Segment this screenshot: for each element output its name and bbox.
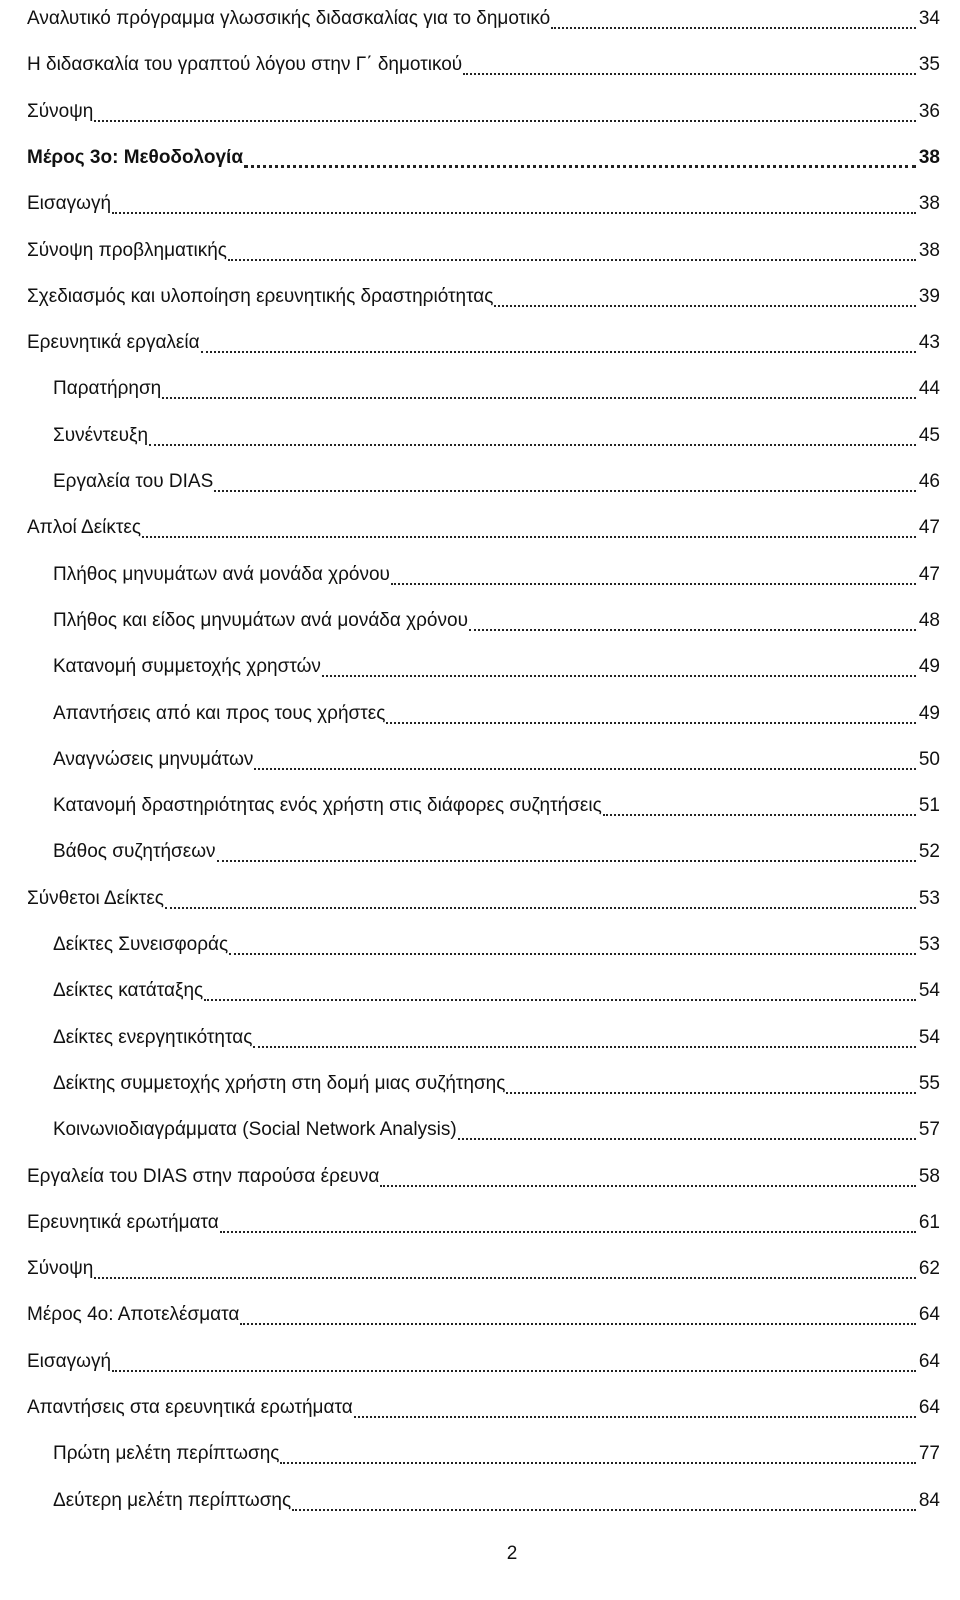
toc-dot-leader — [214, 490, 916, 492]
toc-entry-title: Πλήθος μηνυμάτων ανά μονάδα χρόνου — [53, 563, 390, 585]
toc-entry-page: 84 — [918, 1489, 940, 1511]
toc-entry-page: 64 — [918, 1304, 940, 1326]
toc-entry-page: 44 — [918, 378, 940, 400]
toc-dot-leader — [229, 953, 916, 955]
toc-entry[interactable] — [0, 463, 960, 503]
toc-entry[interactable] — [0, 370, 960, 410]
toc-entry-page: 58 — [918, 1165, 940, 1187]
toc-entry[interactable] — [0, 1296, 960, 1336]
toc-entry[interactable] — [0, 1389, 960, 1429]
toc-dot-leader — [217, 860, 916, 862]
toc-dot-leader — [149, 444, 916, 446]
toc-entry-title: Εισαγωγή — [27, 193, 112, 215]
toc-entry[interactable] — [0, 417, 960, 457]
toc-entry-page: 45 — [918, 424, 940, 446]
toc-entry-title: Μέρος 4ο: Αποτελέσματα — [27, 1304, 240, 1326]
toc-entry-page: 47 — [918, 517, 940, 539]
toc-entry-title: Πρώτη μελέτη περίπτωσης — [53, 1443, 280, 1465]
toc-entry-page: 52 — [918, 841, 940, 863]
toc-dot-leader — [220, 1231, 916, 1233]
toc-entry-page: 48 — [918, 609, 940, 631]
toc-dot-leader — [380, 1185, 916, 1187]
toc-entry-page: 54 — [918, 1026, 940, 1048]
toc-entry[interactable] — [0, 1111, 960, 1151]
toc-entry[interactable] — [0, 1019, 960, 1059]
toc-entry-page: 64 — [918, 1350, 940, 1372]
toc-entry[interactable] — [0, 1204, 960, 1244]
toc-entry-page: 50 — [918, 748, 940, 770]
toc-entry[interactable] — [0, 0, 960, 40]
toc-entry[interactable] — [0, 1482, 960, 1522]
toc-entry-title: Απαντήσεις στα ερευνητικά ερωτήματα — [27, 1397, 353, 1418]
toc-dot-leader — [240, 1323, 916, 1325]
toc-entry[interactable] — [0, 185, 960, 225]
toc-entry-title: Απαντήσεις από και προς τους χρήστες — [53, 702, 386, 724]
toc-entry-title: Εργαλεία του DIAS στην παρούσα έρευνα — [27, 1165, 380, 1187]
toc-dot-leader — [322, 675, 916, 677]
toc-entry-title: Δεύτερη μελέτη περίπτωσης — [53, 1489, 292, 1511]
toc-entry[interactable] — [0, 93, 960, 133]
toc-entry-title: Δείκτες Συνεισφοράς — [53, 934, 229, 955]
toc-entry-page: 34 — [918, 8, 940, 29]
toc-entry-title: Εργαλεία του DIAS — [53, 471, 214, 492]
toc-entry[interactable] — [0, 556, 960, 596]
toc-entry-title: Παρατήρηση — [53, 378, 162, 400]
toc-dot-leader — [244, 165, 916, 168]
toc-entry-page: 36 — [918, 100, 940, 122]
toc-entry-title: Βάθος συζητήσεων — [53, 841, 216, 863]
toc-entry-page: 55 — [918, 1072, 940, 1094]
toc-dot-leader — [463, 73, 916, 75]
toc-entry[interactable] — [0, 926, 960, 966]
toc-dot-leader — [354, 1416, 916, 1418]
toc-entry-page: 46 — [918, 471, 940, 492]
toc-entry-title: Δείκτες κατάταξης — [53, 980, 204, 1002]
toc-entry[interactable] — [0, 324, 960, 364]
toc-dot-leader — [112, 212, 916, 214]
toc-entry-page: 62 — [918, 1258, 940, 1280]
toc-entry[interactable] — [0, 648, 960, 688]
toc-entry-page: 38 — [918, 239, 940, 261]
toc-entry[interactable] — [0, 741, 960, 781]
toc-entry-title: Σχεδιασμός και υλοποίηση ερευνητικής δραστηριότητας — [27, 285, 494, 307]
toc-entry-page: 43 — [918, 332, 940, 354]
toc-entry-page: 57 — [918, 1119, 940, 1141]
toc-dot-leader — [112, 1370, 916, 1372]
toc-entry-title: Συνέντευξη — [53, 424, 149, 446]
toc-entry-title: Εισαγωγή — [27, 1350, 112, 1372]
toc-dot-leader — [254, 768, 916, 770]
toc-dot-leader — [142, 536, 916, 538]
toc-dot-leader — [280, 1462, 916, 1464]
toc-dot-leader — [494, 305, 916, 307]
toc-entry-page: 51 — [918, 795, 940, 817]
toc-entry-title: Αναγνώσεις μηνυμάτων — [53, 748, 254, 770]
toc-entry[interactable] — [0, 1343, 960, 1383]
toc-entry-page: 49 — [918, 656, 940, 678]
toc-entry-page: 77 — [918, 1443, 940, 1465]
toc-entry[interactable] — [0, 787, 960, 827]
toc-dot-leader — [469, 629, 916, 631]
toc-entry[interactable] — [0, 46, 960, 86]
toc-entry-page: 49 — [918, 702, 940, 724]
toc-dot-leader — [94, 120, 916, 122]
toc-entry[interactable] — [0, 232, 960, 272]
toc-entry-title: Αναλυτικό πρόγραμμα γλωσσικής διδασκαλίας για το δημοτικό — [27, 8, 551, 29]
toc-dot-leader — [458, 1138, 916, 1140]
toc-entry-title: Ερευνητικά ερωτήματα — [27, 1211, 219, 1233]
toc-dot-leader — [391, 583, 916, 585]
toc-dot-leader — [386, 722, 916, 724]
toc-dot-leader — [94, 1277, 916, 1279]
toc-entry-page: 47 — [918, 563, 940, 585]
toc-entry[interactable] — [0, 509, 960, 549]
toc-entry-title: Σύνοψη — [27, 100, 94, 122]
toc-entry[interactable] — [0, 1065, 960, 1105]
toc-entry-title: Κατανομή δραστηριότητας ενός χρήστη στις διάφορες συζητήσεις — [53, 795, 602, 817]
toc-entry[interactable] — [0, 278, 960, 318]
toc-dot-leader — [253, 1046, 916, 1048]
toc-entry-page: 38 — [918, 146, 940, 168]
toc-entry-title: Κοινωνιοδιαγράμματα (Social Network Analysis) — [53, 1119, 457, 1141]
toc-entry-title: Δείκτης συμμετοχής χρήστη στη δομή μιας συζήτησης — [53, 1072, 506, 1094]
toc-entry-title: Μέρος 3ο: Μεθοδολογία — [27, 146, 244, 168]
toc-entry[interactable] — [0, 1158, 960, 1198]
toc-entry-title: Σύνοψη προβληματικής — [27, 239, 227, 261]
toc-dot-leader — [204, 999, 916, 1001]
toc-dot-leader — [165, 907, 916, 909]
toc-dot-leader — [162, 397, 916, 399]
toc-entry[interactable] — [0, 880, 960, 920]
page-number: 2 — [506, 1543, 518, 1564]
toc-entry[interactable] — [0, 972, 960, 1012]
toc-dot-leader — [506, 1092, 916, 1094]
toc-entry-title: Απλοί Δείκτες — [27, 517, 142, 539]
toc-dot-leader — [228, 259, 916, 261]
toc-dot-leader — [551, 27, 916, 29]
toc-entry[interactable] — [0, 1250, 960, 1290]
toc-entry[interactable] — [0, 695, 960, 735]
toc-dot-leader — [201, 351, 916, 353]
toc-entry-page: 53 — [918, 934, 940, 955]
toc-entry-title: Η διδασκαλία του γραπτού λόγου στην Γ΄ δημοτικού — [27, 54, 463, 76]
toc-entry-title: Σύνθετοι Δείκτες — [27, 887, 164, 909]
toc-entry-page: 39 — [918, 285, 940, 307]
toc-dot-leader — [292, 1509, 916, 1511]
toc-entry-page: 35 — [918, 54, 940, 76]
toc-entry-page: 53 — [918, 887, 940, 909]
toc-entry-title: Κατανομή συμμετοχής χρηστών — [53, 656, 321, 678]
toc-entry-page: 61 — [918, 1211, 940, 1233]
toc-entry-page: 64 — [918, 1397, 940, 1418]
toc-entry-page: 38 — [918, 193, 940, 215]
toc-entry[interactable] — [0, 833, 960, 873]
toc-entry-title: Ερευνητικά εργαλεία — [27, 332, 200, 354]
toc-dot-leader — [603, 814, 916, 816]
toc-entry-title: Πλήθος και είδος μηνυμάτων ανά μονάδα χρόνου — [53, 609, 468, 631]
toc-entry-title: Δείκτες ενεργητικότητας — [53, 1026, 253, 1048]
toc-entry[interactable] — [0, 1435, 960, 1475]
toc-entry[interactable] — [0, 139, 960, 179]
toc-entry-title: Σύνοψη — [27, 1258, 94, 1280]
toc-entry[interactable] — [0, 602, 960, 642]
toc-entry-page: 54 — [918, 980, 940, 1002]
